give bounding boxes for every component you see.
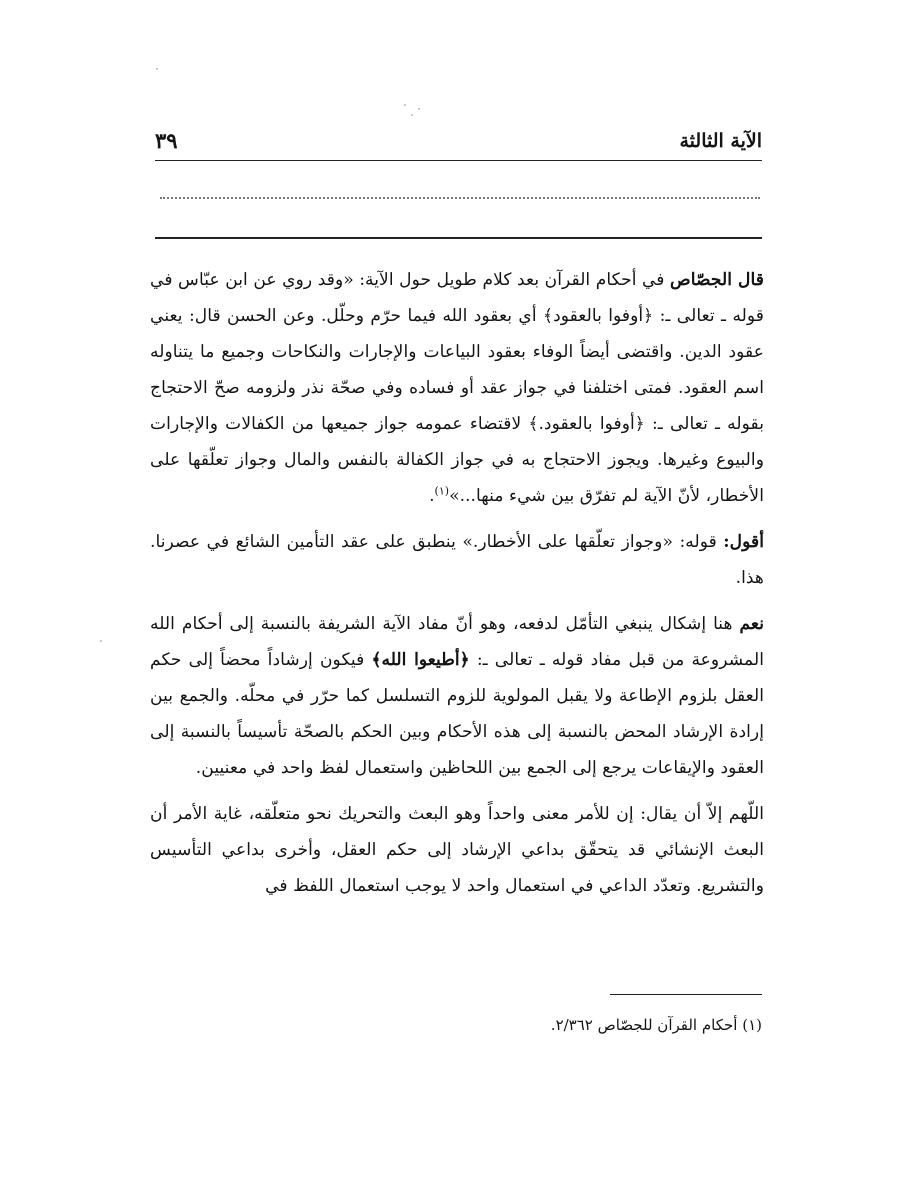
paragraph-2-text: قوله: «وجواز تعلّقها على الأخطار.» ينطبق على عقد التأمين الشائع في عصرنا. هذا. xyxy=(150,532,764,588)
paragraph-2-lead: أقول: xyxy=(723,532,764,552)
paragraph-1-text: في أحكام القرآن بعد كلام طويل حول الآية: «وقد روي عن ابن عبّاس في قوله ـ تعالى ـ: ﴿أوفوا بالعقود﴾ أي بعقود الله فيما حرّم وحلّل. وعن الحسن قال: يعني عقود الدين. واقتضى أيضاً الوفاء بعقود البياعات والإجارات والنكاحات وجميع ما يتناوله اسم العقود. فمتى اختلفنا في جواز عقد أو فساده وفي صحّة نذر ولزومه صحّ الاحتجاج بقوله ـ تعالى ـ: ﴿أوفوا بالعقود.﴾ لاقتضاء عمومه جواز جميعها من الكفالات والإجارات والبيوع وغيرها. ويجوز الاحتجاج به في جواز الكفالة بالنفس والمال وجواز تعلّقها على الأخطار، لأنّ الآية لم تفرّق بين شيء منها...» xyxy=(150,270,764,506)
page-number: ٣٩ xyxy=(155,128,178,153)
paragraph-3-text-b: فيكون إرشاداً محضاً إلى حكم العقل بلزوم الإطاعة ولا يقبل المولوية للزوم التسلسل كما حرّر في محلّه. والجمع بين إرادة الإرشاد المحض بالنسبة إلى هذه الأحكام وبين الحكم بالصحّة تأسيساً بالنسبة إلى العقود والإيقاعات يرجع إلى الجمع بين اللحاظين واستعمال لفظ واحد في معنيين. xyxy=(150,650,764,778)
footnote: (١) أحكام القرآن للجصّاص ٢/٣٦٢. xyxy=(550,1016,762,1034)
text-top-rule xyxy=(155,237,762,239)
scan-speck xyxy=(156,68,158,70)
footnote-reference: (١) xyxy=(434,484,450,498)
running-head: الآية الثالثة xyxy=(679,130,762,152)
paragraph-4-text: اللّهم إلاّ أن يقال: إن للأمر معنى واحداً وهو البعث والتحريك نحو متعلّقه، غاية الأمر أن البعث الإنشائي قد يتحقّق بداعي الإرشاد إلى حكم العقل، وأخرى بداعي التأسيس والتشريع. وتعدّد الداعي في استعمال واحد لا يوجب استعمال اللفظ في xyxy=(150,804,764,896)
paragraph-2 xyxy=(150,524,764,596)
quran-verse: ﴿أطيعوا الله﴾ xyxy=(371,650,470,670)
page-header xyxy=(155,128,762,162)
paragraph-4 xyxy=(150,796,764,904)
paragraph-3 xyxy=(150,606,764,786)
scan-speck xyxy=(404,104,406,106)
scan-speck xyxy=(418,108,420,110)
footnote-rule xyxy=(610,994,762,995)
paragraph-1 xyxy=(150,262,764,514)
paragraph-1-end: . xyxy=(429,486,435,506)
paragraph-3-text-a: هنا إشكال ينبغي التأمّل لدفعه، وهو أنّ مفاد الآية الشريفة بالنسبة إلى أحكام الله المشروعة من قبل مفاد قوله ـ تعالى ـ: xyxy=(150,614,764,670)
dotted-separator xyxy=(160,197,760,199)
body-text xyxy=(150,262,764,904)
header-rule xyxy=(155,160,762,161)
scan-speck xyxy=(100,640,102,642)
scan-speck xyxy=(411,114,413,116)
paragraph-3-lead: نعم xyxy=(739,614,764,634)
author-name: قال الجصّاص xyxy=(670,270,764,290)
